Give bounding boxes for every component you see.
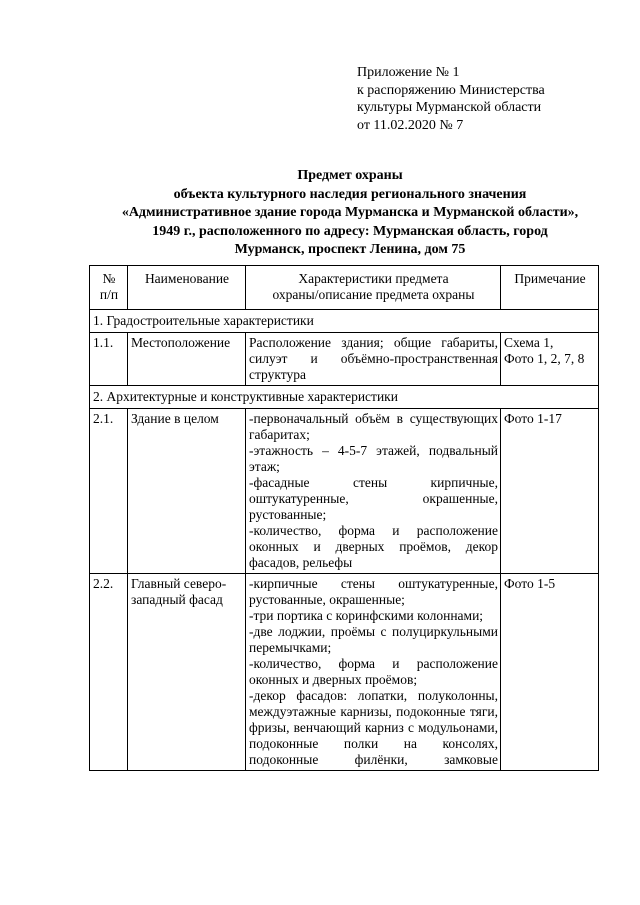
row-note: Фото 1-17 [501, 409, 599, 574]
table-row [90, 574, 599, 771]
title-line-1: Предмет охраны [297, 168, 403, 183]
desc-item: -фасадные стены кирпичные, оштукатуренные, окрашенные, рустованные; [249, 475, 498, 522]
document-title [80, 167, 620, 260]
desc-item: -три портика с коринфскими колоннами; [249, 608, 484, 623]
annex-header [357, 64, 545, 134]
row-name: Здание в целом [128, 409, 246, 574]
header-note: Примечание [501, 266, 599, 310]
row-description: Расположение здания; общие габариты, силуэт и объёмно-пространственная структура [246, 333, 501, 386]
section-title-2: 2. Архитектурные и конструктивные характеристики [90, 386, 599, 409]
annex-line-2: к распоряжению Министерства [357, 82, 545, 98]
desc-item: -первоначальный объём в существующих габаритах; [249, 411, 498, 442]
desc-item: -две лоджии, проёмы с полуциркульными перемычками; [249, 624, 498, 655]
header-characteristics: Характеристики предмета охраны/описание предмета охраны [246, 266, 501, 310]
desc-item: -кирпичные стены оштукатуренные, рустованные, окрашенные; [249, 576, 498, 607]
row-number: 1.1. [90, 333, 128, 386]
table-row [90, 409, 599, 574]
desc-item: -количество, форма и расположение оконных и дверных проёмов, декор фасадов, рельефы [249, 523, 498, 570]
row-name: Главный северо- западный фасад [128, 574, 246, 771]
row-number: 2.1. [90, 409, 128, 574]
section-row-1 [90, 310, 599, 333]
desc-item: -количество, форма и расположение оконных и дверных проёмов; [249, 656, 498, 687]
desc-item: -декор фасадов: лопатки, полуколонны, междуэтажные карнизы, подоконные тяги, фризы, венчающий карниз с модульонами, подоконные полки на консолях, подоконные филёнки, замковые [249, 688, 498, 767]
section-title-1: 1. Градостроительные характеристики [90, 310, 599, 333]
row-description [246, 409, 501, 574]
row-note: Фото 1-5 [501, 574, 599, 771]
header-number: № п/п [90, 266, 128, 310]
row-number: 2.2. [90, 574, 128, 771]
row-description [246, 574, 501, 771]
header-name: Наименование [128, 266, 246, 310]
table-header-row [90, 266, 599, 310]
annex-line-1: Приложение № 1 [357, 65, 460, 80]
desc-item: -этажность – 4-5-7 этажей, подвальный этаж; [249, 443, 498, 474]
section-row-2 [90, 386, 599, 409]
title-line-2: объекта культурного наследия регионального значения [173, 186, 527, 202]
protection-table [89, 265, 599, 771]
row-name: Местоположение [128, 333, 246, 386]
title-line-3: «Административное здание города Мурманска и Мурманской области», [121, 205, 579, 220]
title-line-5: Мурманск, проспект Ленина, дом 75 [234, 242, 466, 257]
title-line-4: 1949 г., расположенного по адресу: Мурманская область, город [152, 223, 548, 239]
annex-line-4: от 11.02.2020 № 7 [357, 117, 464, 133]
row-note: Схема 1, Фото 1, 2, 7, 8 [501, 333, 599, 386]
table-row [90, 333, 599, 386]
annex-line-3: культуры Мурманской области [357, 100, 542, 115]
